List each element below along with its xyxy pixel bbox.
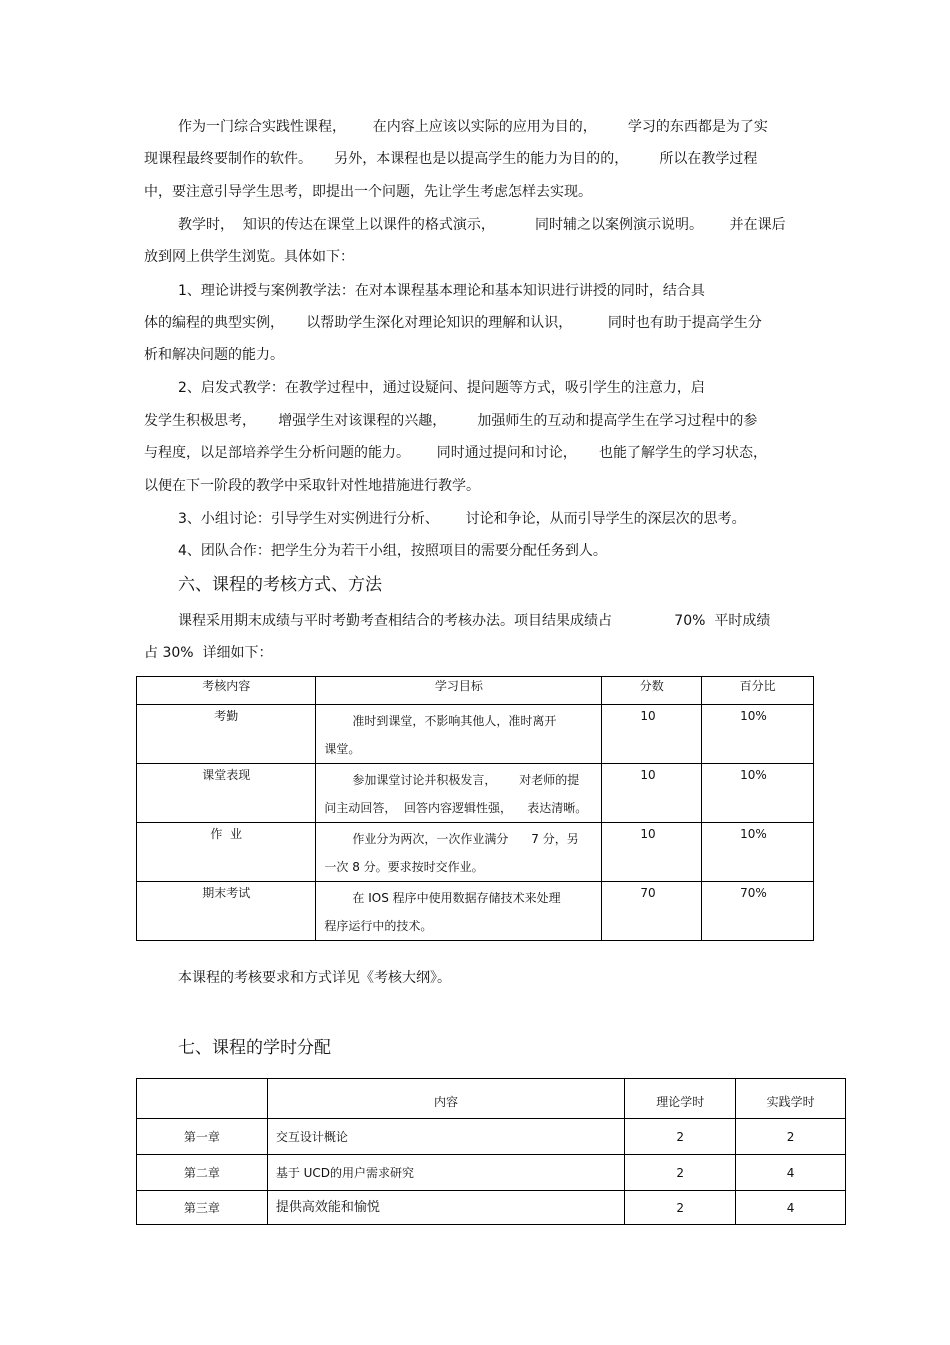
method-line: 析和解决问题的能力。 xyxy=(144,347,284,363)
method-line: 4、团队合作：把学生分为若干小组，按照项目的需要分配任务到人。 xyxy=(178,543,607,559)
assessment-percent: 10% xyxy=(702,705,814,764)
table-row xyxy=(137,1191,846,1225)
paragraph-line: 作为一门综合实践性课程， 在内容上应该以实际的应用为目的， 学习的东西都是为了实 xyxy=(178,119,768,135)
chapter-label: 第二章 xyxy=(137,1155,268,1191)
method-line: 以便在下一阶段的教学中采取针对性地措施进行教学。 xyxy=(144,478,480,494)
method-line: 1、理论讲授与案例教学法：在对本课程基本理论和基本知识进行讲授的同时，结合具 xyxy=(178,283,705,299)
theory-hours: 2 xyxy=(625,1191,736,1225)
assessment-score: 10 xyxy=(602,705,702,764)
practice-hours: 4 xyxy=(736,1155,846,1191)
method-line: 发学生积极思考， 增强学生对该课程的兴趣， 加强师生的互动和提高学生在学习过程中的参 xyxy=(144,413,758,429)
assessment-intro-line: 课程采用期末成绩与平时考勤考查相结合的考核办法。项目结果成绩占 70% 平时成绩 xyxy=(178,613,771,629)
method-line: 与程度，以足部培养学生分析问题的能力。 同时通过提问和讨论， 也能了解学生的学习状态， xyxy=(144,445,767,461)
header-cell: 理论学时 xyxy=(625,1079,736,1119)
assessment-item: 作 业 xyxy=(137,823,316,882)
assessment-intro-line: 占 30% 详细如下： xyxy=(144,645,273,661)
theory-hours: 2 xyxy=(625,1119,736,1155)
header-cell: 考核内容 xyxy=(137,677,316,705)
chapter-content: 基于 UCD的用户需求研究 xyxy=(267,1155,624,1191)
assessment-score: 10 xyxy=(602,823,702,882)
chapter-content: 提供高效能和愉悦 xyxy=(267,1191,624,1225)
assessment-goal: 参加课堂讨论并积极发言， 对老师的提 问主动回答， 回答内容逻辑性强， 表达清晰。 xyxy=(316,764,602,823)
assessment-note: 本课程的考核要求和方式详见《考核大纲》。 xyxy=(178,970,451,986)
section-title-hours: 七、课程的学时分配 xyxy=(178,1038,331,1058)
header-cell xyxy=(137,1079,268,1119)
method-line: 3、小组讨论：引导学生对实例进行分析、 讨论和争论，从而引导学生的深层次的思考。 xyxy=(178,511,746,527)
assessment-item: 期末考试 xyxy=(137,882,316,941)
assessment-goal: 在 IOS 程序中使用数据存储技术来处理 程序运行中的技术。 xyxy=(316,882,602,941)
table-row xyxy=(137,705,814,764)
table-row xyxy=(137,764,814,823)
table-header-row xyxy=(137,1079,846,1119)
chapter-label: 第一章 xyxy=(137,1119,268,1155)
assessment-percent: 70% xyxy=(702,882,814,941)
paragraph-line: 现课程最终要制作的软件。 另外，本课程也是以提高学生的能力为目的的， 所以在教学过程 xyxy=(144,151,758,167)
hours-table xyxy=(136,1078,846,1225)
assessment-goal: 准时到课堂，不影响其他人，准时离开 课堂。 xyxy=(316,705,602,764)
practice-hours: 4 xyxy=(736,1191,846,1225)
paragraph-line: 中，要注意引导学生思考，即提出一个问题，先让学生考虑怎样去实现。 xyxy=(144,184,592,200)
chapter-label: 第三章 xyxy=(137,1191,268,1225)
assessment-percent: 10% xyxy=(702,823,814,882)
table-header-row xyxy=(137,677,814,705)
assessment-goal: 作业分为两次，一次作业满分 7 分，另 一次 8 分。要求按时交作业。 xyxy=(316,823,602,882)
method-line: 2、启发式教学：在教学过程中，通过设疑问、提问题等方式，吸引学生的注意力，启 xyxy=(178,380,705,396)
assessment-percent: 10% xyxy=(702,764,814,823)
practice-hours: 2 xyxy=(736,1119,846,1155)
header-cell: 实践学时 xyxy=(736,1079,846,1119)
method-line: 体的编程的典型实例， 以帮助学生深化对理论知识的理解和认识， 同时也有助于提高学生分 xyxy=(144,315,762,331)
assessment-item: 考勤 xyxy=(137,705,316,764)
theory-hours: 2 xyxy=(625,1155,736,1191)
assessment-table xyxy=(136,676,814,941)
paragraph-line: 教学时， 知识的传达在课堂上以课件的格式演示， 同时辅之以案例演示说明。 并在课后 xyxy=(178,217,786,233)
header-cell: 百分比 xyxy=(702,677,814,705)
assessment-score: 70 xyxy=(602,882,702,941)
assessment-item: 课堂表现 xyxy=(137,764,316,823)
table-row xyxy=(137,823,814,882)
chapter-content: 交互设计概论 xyxy=(267,1119,624,1155)
table-row xyxy=(137,1155,846,1191)
section-title-assessment: 六、课程的考核方式、方法 xyxy=(178,575,382,595)
header-cell: 分数 xyxy=(602,677,702,705)
table-row xyxy=(137,882,814,941)
table-row xyxy=(137,1119,846,1155)
header-cell: 学习目标 xyxy=(316,677,602,705)
paragraph-line: 放到网上供学生浏览。具体如下： xyxy=(144,249,354,265)
header-cell: 内容 xyxy=(267,1079,624,1119)
assessment-score: 10 xyxy=(602,764,702,823)
